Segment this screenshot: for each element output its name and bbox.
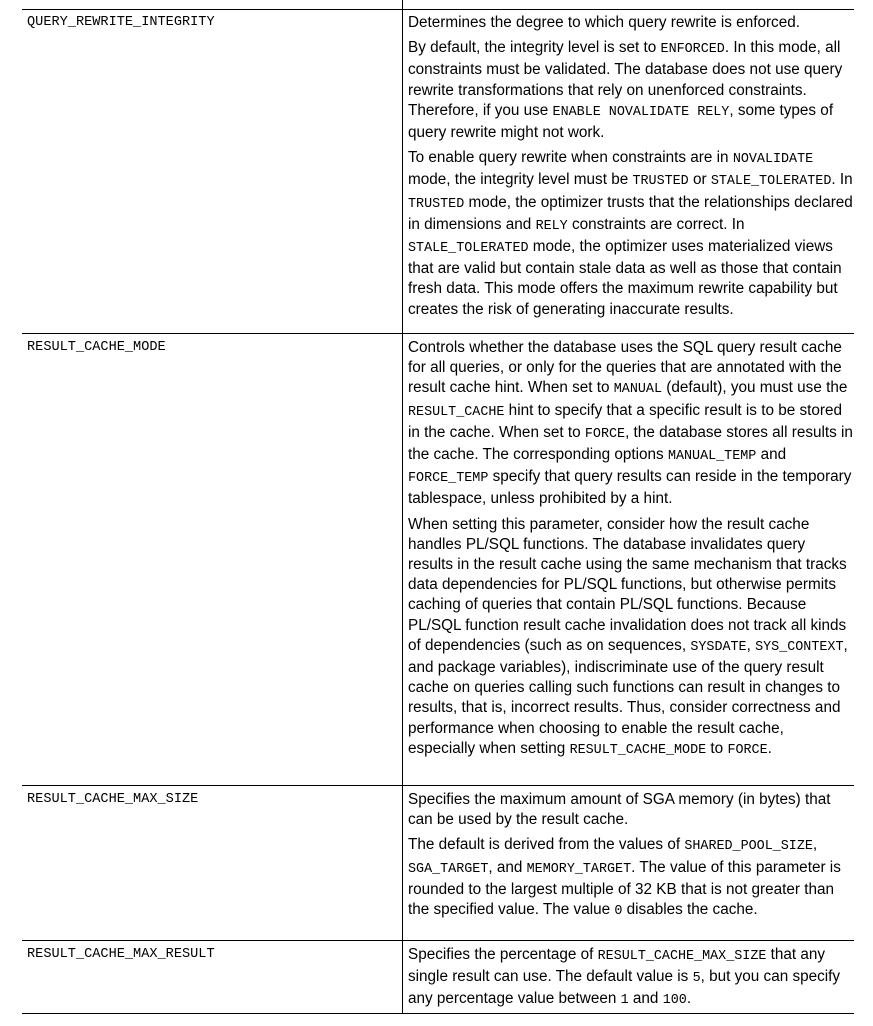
text-span: . The value of this parameter is rounded to the largest multiple of 32 KB that is not greater than the specified value. The value: [408, 858, 841, 919]
parameter-description: [408, 945, 853, 1017]
text-span: ,: [812, 836, 818, 854]
parameter-name: QUERY_REWRITE_INTEGRITY: [27, 15, 215, 30]
parameter-description: [408, 790, 853, 927]
parameter-description: [408, 13, 853, 325]
code-span: SGA_TARGET: [408, 861, 489, 877]
description-paragraph: [408, 38, 853, 143]
code-span: NOVALIDATE: [732, 152, 814, 168]
text-span: (default), you must use the: [661, 379, 848, 397]
code-span: TRUSTED: [408, 196, 465, 212]
description-paragraph: [408, 338, 853, 510]
text-span: Determines the degree to which query rewrite is enforced.: [408, 14, 800, 31]
code-span: 1: [620, 993, 629, 1009]
text-span: .: [686, 990, 692, 1008]
text-span: Specifies the percentage of: [408, 946, 598, 963]
text-span: . In this mode, all constraints must be validated. The database does not use query rewrite transformations that rely on unenforced constraints. Therefore, if you use: [408, 39, 843, 119]
text-span: that any single result can use. The default value is: [408, 946, 826, 986]
text-span: specify that query results can reside in the temporary tablespace, unless prohibited by a hint.: [408, 468, 852, 508]
text-span: and: [628, 990, 663, 1008]
code-span: RELY: [535, 218, 568, 234]
description-paragraph: [408, 835, 853, 922]
description-paragraph: [408, 945, 853, 1012]
row-divider: [22, 9, 854, 10]
code-span: ENFORCED: [660, 42, 725, 58]
code-span: SYS_CONTEXT: [755, 639, 844, 655]
text-span: .: [767, 739, 772, 757]
code-span: ENABLE NOVALIDATE RELY: [552, 104, 730, 120]
code-span: STALE_TOLERATED: [408, 241, 529, 257]
row-divider: [22, 785, 854, 786]
code-span: MEMORY_TARGET: [526, 861, 632, 877]
code-span: SYSDATE: [690, 639, 747, 655]
code-span: SHARED_POOL_SIZE: [684, 839, 813, 855]
text-span: The default is derived from the values of: [408, 836, 685, 854]
row-divider: [22, 940, 854, 941]
text-span: Specifies the maximum amount of SGA memory (in bytes) that can be used by the result cache.: [408, 791, 831, 829]
text-span: . In: [831, 171, 853, 189]
text-span: disables the cache.: [622, 901, 758, 919]
text-span: , the database stores all results in the cache. The corresponding options: [408, 423, 853, 464]
description-paragraph: [408, 148, 853, 320]
column-divider: [402, 0, 403, 1013]
description-paragraph: [408, 515, 853, 761]
description-paragraph: [408, 790, 853, 830]
parameter-name: RESULT_CACHE_MAX_SIZE: [27, 792, 199, 807]
text-span: By default, the integrity level is set to: [408, 39, 661, 57]
parameter-name: RESULT_CACHE_MODE: [27, 340, 166, 355]
code-span: TRUSTED: [632, 174, 689, 190]
code-span: MANUAL: [613, 382, 662, 398]
code-span: MANUAL_TEMP: [667, 449, 757, 465]
text-span: , but you can specify any percentage value between: [408, 968, 841, 1008]
text-span: constraints are correct. In: [567, 215, 745, 233]
code-span: FORCE: [727, 742, 768, 758]
text-span: mode, the optimizer uses materialized views that are valid but contain stale data as well as those that contain fresh data. This mode offers the maximum rewrite capability but creates the risk of generating inaccurate results.: [408, 238, 842, 318]
text-span: , and: [488, 858, 527, 876]
row-divider: [22, 333, 854, 334]
text-span: to: [706, 739, 728, 757]
text-span: Controls whether the database uses the SQL query result cache for all queries, or only for the queries that are annotated with the result cache hint. When set to: [408, 339, 842, 397]
text-span: hint to specify that a specific result is to be stored in the cache. When set to: [408, 401, 842, 441]
description-paragraph: [408, 13, 853, 33]
text-span: ,: [746, 636, 756, 654]
text-span: To enable query rewrite when constraints are in: [408, 149, 733, 167]
text-span: mode, the optimizer trusts that the relationships declared in dimensions and: [408, 193, 853, 233]
code-span: FORCE_TEMP: [408, 471, 489, 487]
parameter-description: [408, 338, 853, 766]
code-span: 5: [692, 971, 701, 987]
text-span: , and package variables), indiscriminate use of the query result cache on queries calling such functions can result in changes to results, that is, incorrect results. Thus, consider correctness and performance when choosing to enable the result cache, especially when setting: [408, 636, 848, 757]
code-span: FORCE: [584, 426, 626, 442]
code-span: RESULT_CACHE_MODE: [569, 742, 707, 758]
parameter-name: RESULT_CACHE_MAX_RESULT: [27, 947, 215, 962]
code-span: STALE_TOLERATED: [710, 174, 832, 190]
text-span: mode, the integrity level must be: [408, 171, 633, 189]
row-divider: [22, 1013, 854, 1014]
code-span: RESULT_CACHE: [408, 404, 505, 420]
code-span: 100: [662, 993, 687, 1009]
text-span: When setting this parameter, consider how the result cache handles PL/SQL functions. The database invalidates query results in the result cache using the same mechanism that tracks data dependencies for PL/SQL functions, but otherwise permits caching of queries that contain PL/SQL functions. Because PL/SQL function result cache invalidation does not track all kinds of dependencies (such as on sequences,: [408, 515, 847, 654]
code-span: RESULT_CACHE_MAX_SIZE: [597, 949, 767, 964]
text-span: , some types of query rewrite might not work.: [408, 101, 834, 142]
code-span: 0: [614, 904, 623, 920]
text-span: or: [688, 171, 711, 189]
text-span: and: [756, 446, 787, 464]
